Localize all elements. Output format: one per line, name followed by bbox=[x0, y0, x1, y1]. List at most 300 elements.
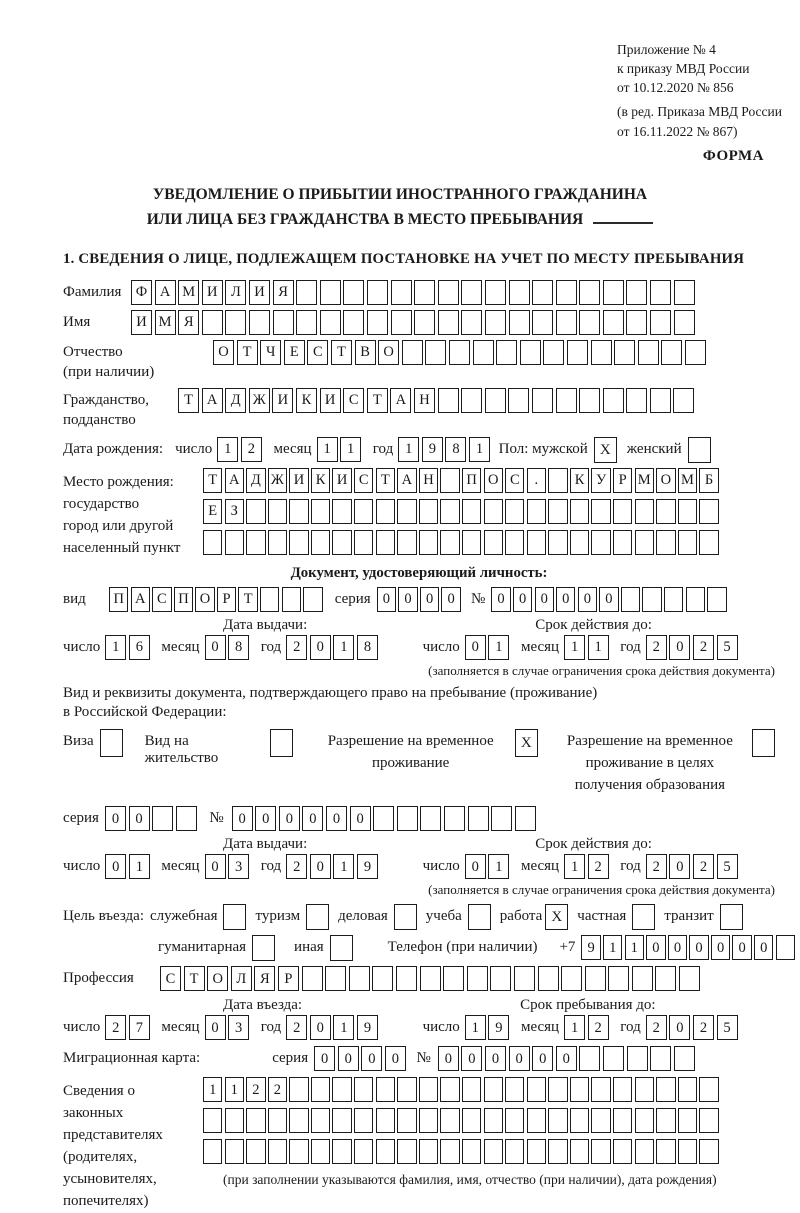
char-cell[interactable] bbox=[679, 966, 700, 991]
char-cell[interactable]: У bbox=[591, 468, 610, 493]
char-cell[interactable]: Е bbox=[284, 340, 305, 365]
char-cell[interactable]: 0 bbox=[232, 806, 253, 831]
char-cell[interactable] bbox=[414, 280, 435, 305]
char-cell[interactable] bbox=[349, 966, 370, 991]
char-cell[interactable] bbox=[419, 499, 438, 524]
char-cell[interactable]: 1 bbox=[317, 437, 338, 462]
char-cell[interactable]: 1 bbox=[564, 635, 585, 660]
char-cell[interactable] bbox=[490, 966, 511, 991]
char-cell[interactable]: 1 bbox=[203, 1077, 222, 1102]
char-cell[interactable]: 1 bbox=[105, 635, 126, 660]
purpose-work-checkbox[interactable]: X bbox=[545, 904, 568, 930]
char-cell[interactable] bbox=[484, 530, 503, 555]
char-cell[interactable]: 5 bbox=[717, 635, 738, 660]
char-cell[interactable] bbox=[332, 1108, 351, 1133]
char-cell[interactable] bbox=[391, 310, 412, 335]
char-cell[interactable]: К bbox=[296, 388, 317, 413]
char-cell[interactable]: 2 bbox=[286, 854, 307, 879]
char-cell[interactable]: Р bbox=[278, 966, 299, 991]
char-cell[interactable] bbox=[273, 310, 294, 335]
char-cell[interactable] bbox=[152, 806, 173, 831]
char-cell[interactable] bbox=[225, 310, 246, 335]
char-cell[interactable]: 2 bbox=[646, 1015, 667, 1040]
char-cell[interactable]: Я bbox=[254, 966, 275, 991]
char-cell[interactable]: 2 bbox=[286, 635, 307, 660]
visa-checkbox[interactable] bbox=[100, 729, 123, 757]
char-cell[interactable] bbox=[570, 1077, 589, 1102]
char-cell[interactable]: 0 bbox=[205, 854, 226, 879]
char-cell[interactable]: 2 bbox=[693, 854, 714, 879]
char-cell[interactable] bbox=[462, 1139, 481, 1164]
char-cell[interactable]: О bbox=[656, 468, 675, 493]
char-cell[interactable]: С bbox=[505, 468, 524, 493]
char-cell[interactable] bbox=[296, 280, 317, 305]
char-cell[interactable]: И bbox=[249, 280, 270, 305]
char-cell[interactable] bbox=[461, 388, 482, 413]
char-cell[interactable]: П bbox=[174, 587, 193, 612]
char-cell[interactable] bbox=[561, 966, 582, 991]
char-cell[interactable] bbox=[613, 530, 632, 555]
char-cell[interactable] bbox=[376, 530, 395, 555]
char-cell[interactable]: П bbox=[109, 587, 128, 612]
char-cell[interactable]: 2 bbox=[246, 1077, 265, 1102]
char-cell[interactable]: С bbox=[152, 587, 171, 612]
char-cell[interactable] bbox=[311, 1108, 330, 1133]
char-cell[interactable] bbox=[579, 388, 600, 413]
char-cell[interactable]: 0 bbox=[310, 1015, 331, 1040]
char-cell[interactable]: 0 bbox=[385, 1046, 406, 1071]
char-cell[interactable]: О bbox=[213, 340, 234, 365]
char-cell[interactable] bbox=[603, 310, 624, 335]
char-cell[interactable]: 0 bbox=[711, 935, 730, 960]
char-cell[interactable] bbox=[440, 530, 459, 555]
char-cell[interactable] bbox=[579, 1046, 600, 1071]
char-cell[interactable] bbox=[638, 340, 659, 365]
char-cell[interactable] bbox=[320, 310, 341, 335]
char-cell[interactable] bbox=[505, 530, 524, 555]
char-cell[interactable] bbox=[520, 340, 541, 365]
char-cell[interactable] bbox=[443, 966, 464, 991]
char-cell[interactable]: Н bbox=[419, 468, 438, 493]
char-cell[interactable]: Л bbox=[231, 966, 252, 991]
char-cell[interactable] bbox=[656, 1108, 675, 1133]
char-cell[interactable] bbox=[419, 1077, 438, 1102]
char-cell[interactable] bbox=[556, 310, 577, 335]
char-cell[interactable] bbox=[176, 806, 197, 831]
char-cell[interactable] bbox=[376, 1077, 395, 1102]
char-cell[interactable]: 1 bbox=[398, 437, 419, 462]
char-cell[interactable] bbox=[656, 499, 675, 524]
char-cell[interactable]: 9 bbox=[488, 1015, 509, 1040]
char-cell[interactable]: И bbox=[289, 468, 308, 493]
char-cell[interactable] bbox=[203, 1139, 222, 1164]
char-cell[interactable] bbox=[527, 499, 546, 524]
char-cell[interactable]: Т bbox=[238, 587, 257, 612]
char-cell[interactable] bbox=[367, 310, 388, 335]
char-cell[interactable] bbox=[311, 499, 330, 524]
char-cell[interactable] bbox=[685, 340, 706, 365]
char-cell[interactable] bbox=[591, 340, 612, 365]
char-cell[interactable]: 9 bbox=[422, 437, 443, 462]
char-cell[interactable]: М bbox=[155, 310, 176, 335]
char-cell[interactable]: 0 bbox=[302, 806, 323, 831]
char-cell[interactable] bbox=[527, 1077, 546, 1102]
char-cell[interactable]: 6 bbox=[129, 635, 150, 660]
char-cell[interactable]: 0 bbox=[361, 1046, 382, 1071]
char-cell[interactable]: 0 bbox=[491, 587, 510, 612]
char-cell[interactable] bbox=[467, 966, 488, 991]
char-cell[interactable]: 5 bbox=[717, 854, 738, 879]
char-cell[interactable] bbox=[468, 806, 489, 831]
char-cell[interactable]: К bbox=[311, 468, 330, 493]
char-cell[interactable] bbox=[397, 1077, 416, 1102]
char-cell[interactable]: Т bbox=[178, 388, 199, 413]
char-cell[interactable]: 1 bbox=[488, 635, 509, 660]
char-cell[interactable] bbox=[246, 499, 265, 524]
char-cell[interactable] bbox=[311, 1139, 330, 1164]
char-cell[interactable] bbox=[579, 280, 600, 305]
purpose-other-checkbox[interactable] bbox=[330, 935, 353, 961]
char-cell[interactable]: 0 bbox=[669, 1015, 690, 1040]
char-cell[interactable]: М bbox=[635, 468, 654, 493]
char-cell[interactable] bbox=[699, 530, 718, 555]
char-cell[interactable]: 0 bbox=[350, 806, 371, 831]
char-cell[interactable]: О bbox=[484, 468, 503, 493]
char-cell[interactable] bbox=[635, 1077, 654, 1102]
char-cell[interactable]: 0 bbox=[314, 1046, 335, 1071]
char-cell[interactable]: 2 bbox=[693, 1015, 714, 1040]
char-cell[interactable] bbox=[650, 310, 671, 335]
char-cell[interactable] bbox=[376, 1139, 395, 1164]
char-cell[interactable] bbox=[543, 340, 564, 365]
char-cell[interactable] bbox=[343, 280, 364, 305]
char-cell[interactable]: А bbox=[225, 468, 244, 493]
char-cell[interactable]: 8 bbox=[445, 437, 466, 462]
char-cell[interactable]: С bbox=[307, 340, 328, 365]
char-cell[interactable] bbox=[249, 310, 270, 335]
char-cell[interactable] bbox=[225, 530, 244, 555]
char-cell[interactable]: 1 bbox=[333, 854, 354, 879]
char-cell[interactable]: 0 bbox=[689, 935, 708, 960]
char-cell[interactable] bbox=[303, 587, 322, 612]
char-cell[interactable] bbox=[650, 280, 671, 305]
char-cell[interactable] bbox=[570, 530, 589, 555]
char-cell[interactable] bbox=[260, 587, 279, 612]
char-cell[interactable]: С bbox=[160, 966, 181, 991]
char-cell[interactable]: 9 bbox=[581, 935, 600, 960]
char-cell[interactable] bbox=[603, 388, 624, 413]
char-cell[interactable] bbox=[678, 1077, 697, 1102]
char-cell[interactable]: 0 bbox=[105, 806, 126, 831]
char-cell[interactable] bbox=[440, 1139, 459, 1164]
purpose-humanitarian-checkbox[interactable] bbox=[252, 935, 275, 961]
char-cell[interactable] bbox=[462, 530, 481, 555]
char-cell[interactable]: Я bbox=[273, 280, 294, 305]
char-cell[interactable]: Я bbox=[178, 310, 199, 335]
char-cell[interactable] bbox=[515, 806, 536, 831]
char-cell[interactable] bbox=[626, 388, 647, 413]
char-cell[interactable]: 9 bbox=[357, 1015, 378, 1040]
char-cell[interactable] bbox=[556, 280, 577, 305]
char-cell[interactable] bbox=[397, 1139, 416, 1164]
char-cell[interactable]: 0 bbox=[668, 935, 687, 960]
char-cell[interactable]: 0 bbox=[556, 1046, 577, 1071]
char-cell[interactable] bbox=[579, 310, 600, 335]
char-cell[interactable]: М bbox=[678, 468, 697, 493]
char-cell[interactable] bbox=[626, 310, 647, 335]
char-cell[interactable]: И bbox=[202, 280, 223, 305]
char-cell[interactable] bbox=[603, 1046, 624, 1071]
temp-residence-education-checkbox[interactable] bbox=[752, 729, 775, 757]
char-cell[interactable] bbox=[484, 499, 503, 524]
char-cell[interactable] bbox=[485, 310, 506, 335]
char-cell[interactable] bbox=[246, 530, 265, 555]
char-cell[interactable] bbox=[603, 280, 624, 305]
char-cell[interactable] bbox=[396, 966, 417, 991]
char-cell[interactable] bbox=[367, 280, 388, 305]
char-cell[interactable] bbox=[570, 499, 589, 524]
char-cell[interactable]: 0 bbox=[310, 635, 331, 660]
char-cell[interactable] bbox=[621, 587, 640, 612]
char-cell[interactable]: И bbox=[272, 388, 293, 413]
char-cell[interactable] bbox=[548, 499, 567, 524]
char-cell[interactable] bbox=[491, 806, 512, 831]
char-cell[interactable] bbox=[425, 340, 446, 365]
char-cell[interactable]: 0 bbox=[556, 587, 575, 612]
char-cell[interactable]: Б bbox=[699, 468, 718, 493]
char-cell[interactable] bbox=[674, 310, 695, 335]
char-cell[interactable]: 3 bbox=[228, 854, 249, 879]
char-cell[interactable]: 0 bbox=[326, 806, 347, 831]
char-cell[interactable] bbox=[527, 530, 546, 555]
char-cell[interactable]: 0 bbox=[465, 854, 486, 879]
char-cell[interactable]: 1 bbox=[564, 1015, 585, 1040]
char-cell[interactable]: 2 bbox=[241, 437, 262, 462]
char-cell[interactable] bbox=[699, 1139, 718, 1164]
char-cell[interactable] bbox=[225, 1139, 244, 1164]
char-cell[interactable] bbox=[320, 280, 341, 305]
char-cell[interactable]: И bbox=[332, 468, 351, 493]
char-cell[interactable]: 0 bbox=[338, 1046, 359, 1071]
char-cell[interactable] bbox=[462, 1108, 481, 1133]
char-cell[interactable]: . bbox=[527, 468, 546, 493]
char-cell[interactable] bbox=[289, 1077, 308, 1102]
char-cell[interactable]: С bbox=[343, 388, 364, 413]
char-cell[interactable] bbox=[678, 530, 697, 555]
char-cell[interactable]: Т bbox=[184, 966, 205, 991]
char-cell[interactable] bbox=[613, 499, 632, 524]
char-cell[interactable]: 1 bbox=[603, 935, 622, 960]
char-cell[interactable]: Т bbox=[203, 468, 222, 493]
char-cell[interactable]: 0 bbox=[310, 854, 331, 879]
char-cell[interactable]: 0 bbox=[646, 935, 665, 960]
char-cell[interactable]: 9 bbox=[357, 854, 378, 879]
char-cell[interactable]: Ф bbox=[131, 280, 152, 305]
char-cell[interactable] bbox=[268, 1108, 287, 1133]
char-cell[interactable]: 0 bbox=[461, 1046, 482, 1071]
char-cell[interactable] bbox=[776, 935, 795, 960]
char-cell[interactable]: 2 bbox=[693, 635, 714, 660]
char-cell[interactable] bbox=[397, 1108, 416, 1133]
char-cell[interactable] bbox=[343, 310, 364, 335]
temp-residence-checkbox[interactable]: X bbox=[515, 729, 538, 757]
char-cell[interactable] bbox=[674, 280, 695, 305]
char-cell[interactable]: 1 bbox=[588, 635, 609, 660]
char-cell[interactable] bbox=[289, 1139, 308, 1164]
char-cell[interactable] bbox=[484, 1139, 503, 1164]
char-cell[interactable]: 7 bbox=[129, 1015, 150, 1040]
char-cell[interactable] bbox=[591, 499, 610, 524]
char-cell[interactable] bbox=[532, 388, 553, 413]
char-cell[interactable] bbox=[591, 530, 610, 555]
purpose-study-checkbox[interactable] bbox=[468, 904, 491, 930]
char-cell[interactable]: 0 bbox=[129, 806, 150, 831]
char-cell[interactable]: 0 bbox=[105, 854, 126, 879]
char-cell[interactable]: А bbox=[397, 468, 416, 493]
char-cell[interactable]: 8 bbox=[357, 635, 378, 660]
char-cell[interactable]: 0 bbox=[205, 1015, 226, 1040]
char-cell[interactable] bbox=[664, 587, 683, 612]
char-cell[interactable]: 1 bbox=[217, 437, 238, 462]
char-cell[interactable] bbox=[419, 1139, 438, 1164]
char-cell[interactable] bbox=[332, 1077, 351, 1102]
char-cell[interactable] bbox=[397, 499, 416, 524]
char-cell[interactable] bbox=[674, 1046, 695, 1071]
char-cell[interactable] bbox=[509, 280, 530, 305]
char-cell[interactable]: 2 bbox=[268, 1077, 287, 1102]
char-cell[interactable] bbox=[296, 310, 317, 335]
char-cell[interactable]: 0 bbox=[578, 587, 597, 612]
char-cell[interactable] bbox=[496, 340, 517, 365]
char-cell[interactable] bbox=[635, 1108, 654, 1133]
char-cell[interactable] bbox=[632, 966, 653, 991]
char-cell[interactable] bbox=[650, 1046, 671, 1071]
char-cell[interactable] bbox=[282, 587, 301, 612]
char-cell[interactable] bbox=[225, 1108, 244, 1133]
char-cell[interactable] bbox=[484, 1108, 503, 1133]
char-cell[interactable]: Ж bbox=[268, 468, 287, 493]
char-cell[interactable] bbox=[203, 1108, 222, 1133]
char-cell[interactable] bbox=[678, 499, 697, 524]
char-cell[interactable]: Д bbox=[225, 388, 246, 413]
char-cell[interactable] bbox=[354, 1108, 373, 1133]
char-cell[interactable] bbox=[419, 530, 438, 555]
char-cell[interactable]: Е bbox=[203, 499, 222, 524]
char-cell[interactable]: 1 bbox=[625, 935, 644, 960]
char-cell[interactable]: 2 bbox=[646, 854, 667, 879]
char-cell[interactable]: К bbox=[570, 468, 589, 493]
char-cell[interactable]: 0 bbox=[535, 587, 554, 612]
char-cell[interactable] bbox=[627, 1046, 648, 1071]
char-cell[interactable] bbox=[289, 530, 308, 555]
char-cell[interactable] bbox=[591, 1139, 610, 1164]
char-cell[interactable]: А bbox=[202, 388, 223, 413]
char-cell[interactable]: Т bbox=[367, 388, 388, 413]
char-cell[interactable] bbox=[505, 1108, 524, 1133]
char-cell[interactable] bbox=[556, 388, 577, 413]
char-cell[interactable] bbox=[419, 1108, 438, 1133]
char-cell[interactable] bbox=[484, 1077, 503, 1102]
char-cell[interactable] bbox=[440, 1108, 459, 1133]
char-cell[interactable]: А bbox=[155, 280, 176, 305]
char-cell[interactable]: 1 bbox=[465, 1015, 486, 1040]
char-cell[interactable]: 1 bbox=[225, 1077, 244, 1102]
male-checkbox[interactable]: X bbox=[594, 437, 617, 463]
purpose-private-checkbox[interactable] bbox=[632, 904, 655, 930]
char-cell[interactable] bbox=[656, 1077, 675, 1102]
char-cell[interactable]: П bbox=[462, 468, 481, 493]
char-cell[interactable] bbox=[414, 310, 435, 335]
char-cell[interactable]: 0 bbox=[279, 806, 300, 831]
char-cell[interactable] bbox=[699, 1077, 718, 1102]
char-cell[interactable] bbox=[650, 388, 671, 413]
char-cell[interactable] bbox=[642, 587, 661, 612]
char-cell[interactable]: М bbox=[178, 280, 199, 305]
char-cell[interactable] bbox=[268, 530, 287, 555]
char-cell[interactable]: О bbox=[378, 340, 399, 365]
char-cell[interactable] bbox=[302, 966, 323, 991]
char-cell[interactable] bbox=[397, 806, 418, 831]
char-cell[interactable]: 3 bbox=[228, 1015, 249, 1040]
char-cell[interactable] bbox=[505, 1077, 524, 1102]
char-cell[interactable] bbox=[699, 499, 718, 524]
char-cell[interactable] bbox=[354, 499, 373, 524]
char-cell[interactable] bbox=[289, 499, 308, 524]
purpose-transit-checkbox[interactable] bbox=[720, 904, 743, 930]
char-cell[interactable] bbox=[376, 499, 395, 524]
char-cell[interactable]: И bbox=[131, 310, 152, 335]
char-cell[interactable]: 1 bbox=[488, 854, 509, 879]
char-cell[interactable] bbox=[438, 310, 459, 335]
char-cell[interactable] bbox=[532, 280, 553, 305]
char-cell[interactable]: 0 bbox=[532, 1046, 553, 1071]
char-cell[interactable] bbox=[527, 1108, 546, 1133]
char-cell[interactable]: 0 bbox=[205, 635, 226, 660]
char-cell[interactable] bbox=[485, 388, 506, 413]
char-cell[interactable]: 2 bbox=[588, 1015, 609, 1040]
char-cell[interactable]: 0 bbox=[398, 587, 417, 612]
char-cell[interactable] bbox=[246, 1108, 265, 1133]
char-cell[interactable] bbox=[585, 966, 606, 991]
char-cell[interactable] bbox=[505, 499, 524, 524]
char-cell[interactable] bbox=[354, 1077, 373, 1102]
char-cell[interactable]: 0 bbox=[438, 1046, 459, 1071]
char-cell[interactable] bbox=[699, 1108, 718, 1133]
char-cell[interactable] bbox=[661, 340, 682, 365]
char-cell[interactable] bbox=[438, 388, 459, 413]
char-cell[interactable]: В bbox=[355, 340, 376, 365]
char-cell[interactable]: 1 bbox=[469, 437, 490, 462]
char-cell[interactable]: 2 bbox=[588, 854, 609, 879]
char-cell[interactable] bbox=[376, 1108, 395, 1133]
char-cell[interactable] bbox=[508, 388, 529, 413]
char-cell[interactable]: 0 bbox=[669, 854, 690, 879]
char-cell[interactable]: Д bbox=[246, 468, 265, 493]
char-cell[interactable] bbox=[332, 530, 351, 555]
char-cell[interactable]: Н bbox=[414, 388, 435, 413]
char-cell[interactable] bbox=[548, 1077, 567, 1102]
char-cell[interactable] bbox=[473, 340, 494, 365]
char-cell[interactable] bbox=[656, 1139, 675, 1164]
char-cell[interactable] bbox=[391, 280, 412, 305]
char-cell[interactable] bbox=[678, 1108, 697, 1133]
char-cell[interactable] bbox=[203, 530, 222, 555]
char-cell[interactable] bbox=[591, 1077, 610, 1102]
char-cell[interactable]: 2 bbox=[286, 1015, 307, 1040]
char-cell[interactable] bbox=[449, 340, 470, 365]
char-cell[interactable]: 1 bbox=[129, 854, 150, 879]
char-cell[interactable]: О bbox=[207, 966, 228, 991]
